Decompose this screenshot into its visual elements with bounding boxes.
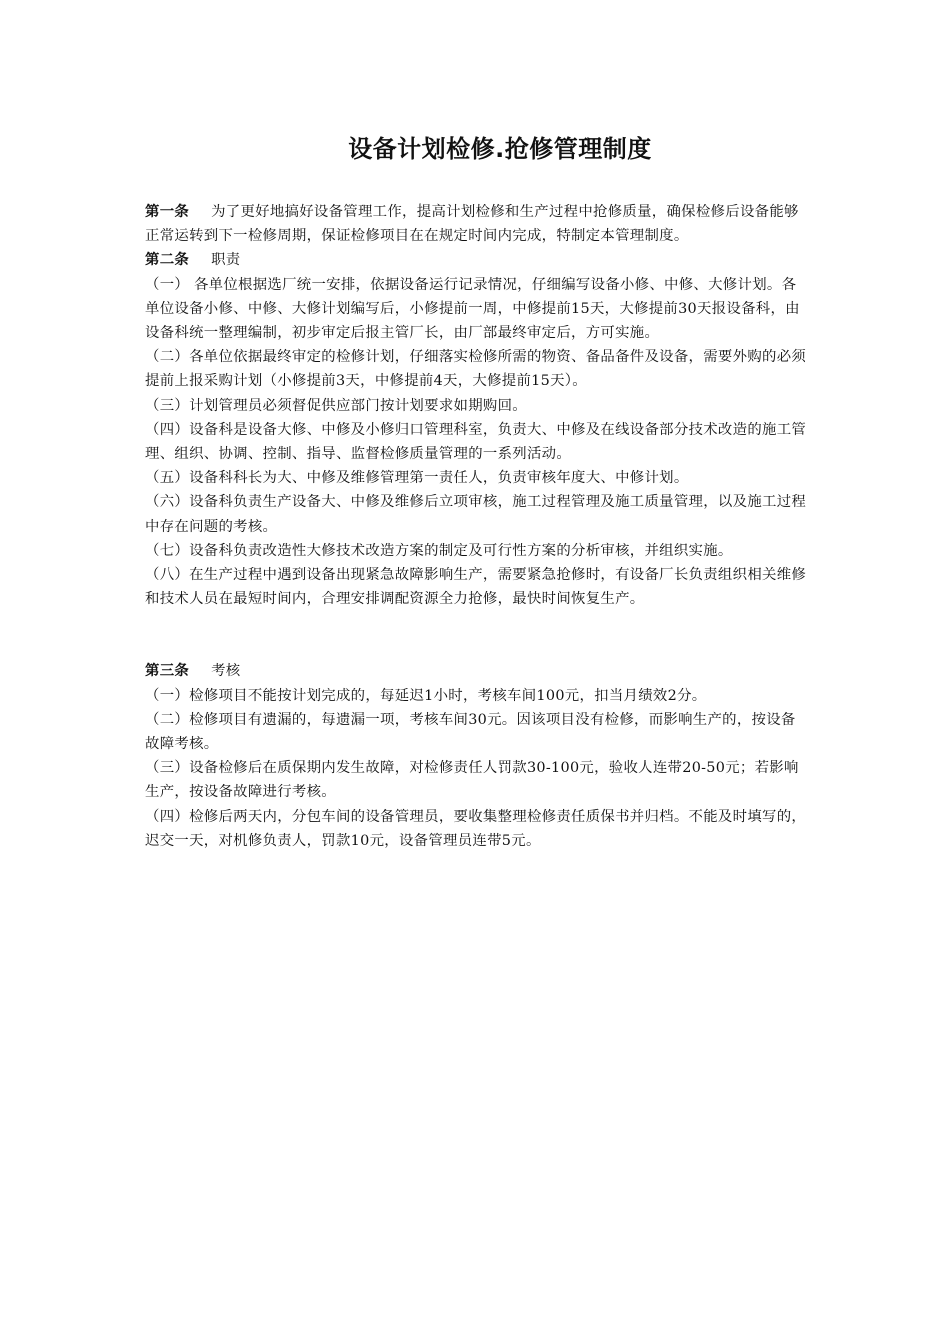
article-2-item: （八）在生产过程中遇到设备出现紧急故障影响生产，需要紧急抢修时，有设备厂长负责组织相关维修和技术人员在最短时间内，合理安排调配资源全力抢修，最快时间恢复生产。: [145, 567, 807, 608]
article-2-label: 第二条: [145, 252, 190, 269]
article-1-text: 为了更好地搞好设备管理工作，提高计划检修和生产过程中抢修质量，确保检修后设备能够正常运转到下一检修周期，保证检修项目在在规定时间内完成，特制定本管理制度。: [145, 204, 799, 245]
article-1-label: 第一条: [145, 204, 190, 220]
document-title: 设备计划检修.抢修管理制度: [348, 135, 652, 163]
article-2-item: （六）设备科负责生产设备大、中修及维修后立项审核，施工过程管理及施工质量管理，以及施工过程中存在问题的考核。: [145, 494, 807, 535]
article-2-heading-text: 职责: [211, 252, 241, 269]
article-2-item: （五）设备科科长为大、中修及维修管理第一责任人，负责审核年度大、中修计划。: [145, 470, 689, 487]
article-2-item: （四）设备科是设备大修、中修及小修归口管理科室，负责大、中修及在线设备部分技术改造的施工管理、组织、协调、控制、指导、监督检修质量管理的一系列活动。: [145, 421, 807, 463]
article-3-item: （二）检修项目有遗漏的，每遗漏一项，考核车间30元。因该项目没有检修，而影响生产的，按设备故障考核。: [145, 711, 796, 753]
article-3-label: 第三条: [145, 663, 190, 680]
article-2-heading: [145, 248, 810, 272]
article-3-item: （一）检修项目不能按计划完成的，每延迟1小时，考核车间100元，扣当月绩效2分。: [145, 687, 707, 704]
article-2-item: （七）设备科负责改造性大修技术改造方案的制定及可行性方案的分析审核，并组织实施。: [145, 542, 733, 559]
article-3-heading-text: 考核: [211, 663, 241, 680]
article-3-heading: [145, 659, 810, 683]
article-2-item: （一） 各单位根据选厂统一安排，依据设备运行记录情况，仔细编写设备小修、中修、大修计划。各单位设备小修、中修、大修计划编写后，小修提前一周，中修提前15天，大修提前30天报设备科，由设备科统一整理编制，初步审定后报主管厂长，由厂部最终审定后，方可实施。: [145, 276, 800, 342]
article-3-item: （四）检修后两天内，分包车间的设备管理员，要收集整理检修责任质保书并归档。不能及时填写的，迟交一天，对机修负责人，罚款10元，设备管理员连带5元。: [145, 808, 807, 849]
article-1: [145, 200, 810, 248]
article-2-item: （二）各单位依据最终审定的检修计划，仔细落实检修所需的物资、备品备件及设备，需要外购的必须提前上报采购计划（小修提前3天，中修提前4天，大修提前15天）。: [145, 349, 807, 390]
document-body: [145, 200, 810, 853]
article-3-item: （三）设备检修后在质保期内发生故障，对检修责任人罚款30-100元，验收人连带20-50元；若影响生产，按设备故障进行考核。: [145, 760, 799, 801]
article-2-item: （三）计划管理员必须督促供应部门按计划要求如期购回。: [145, 397, 527, 414]
